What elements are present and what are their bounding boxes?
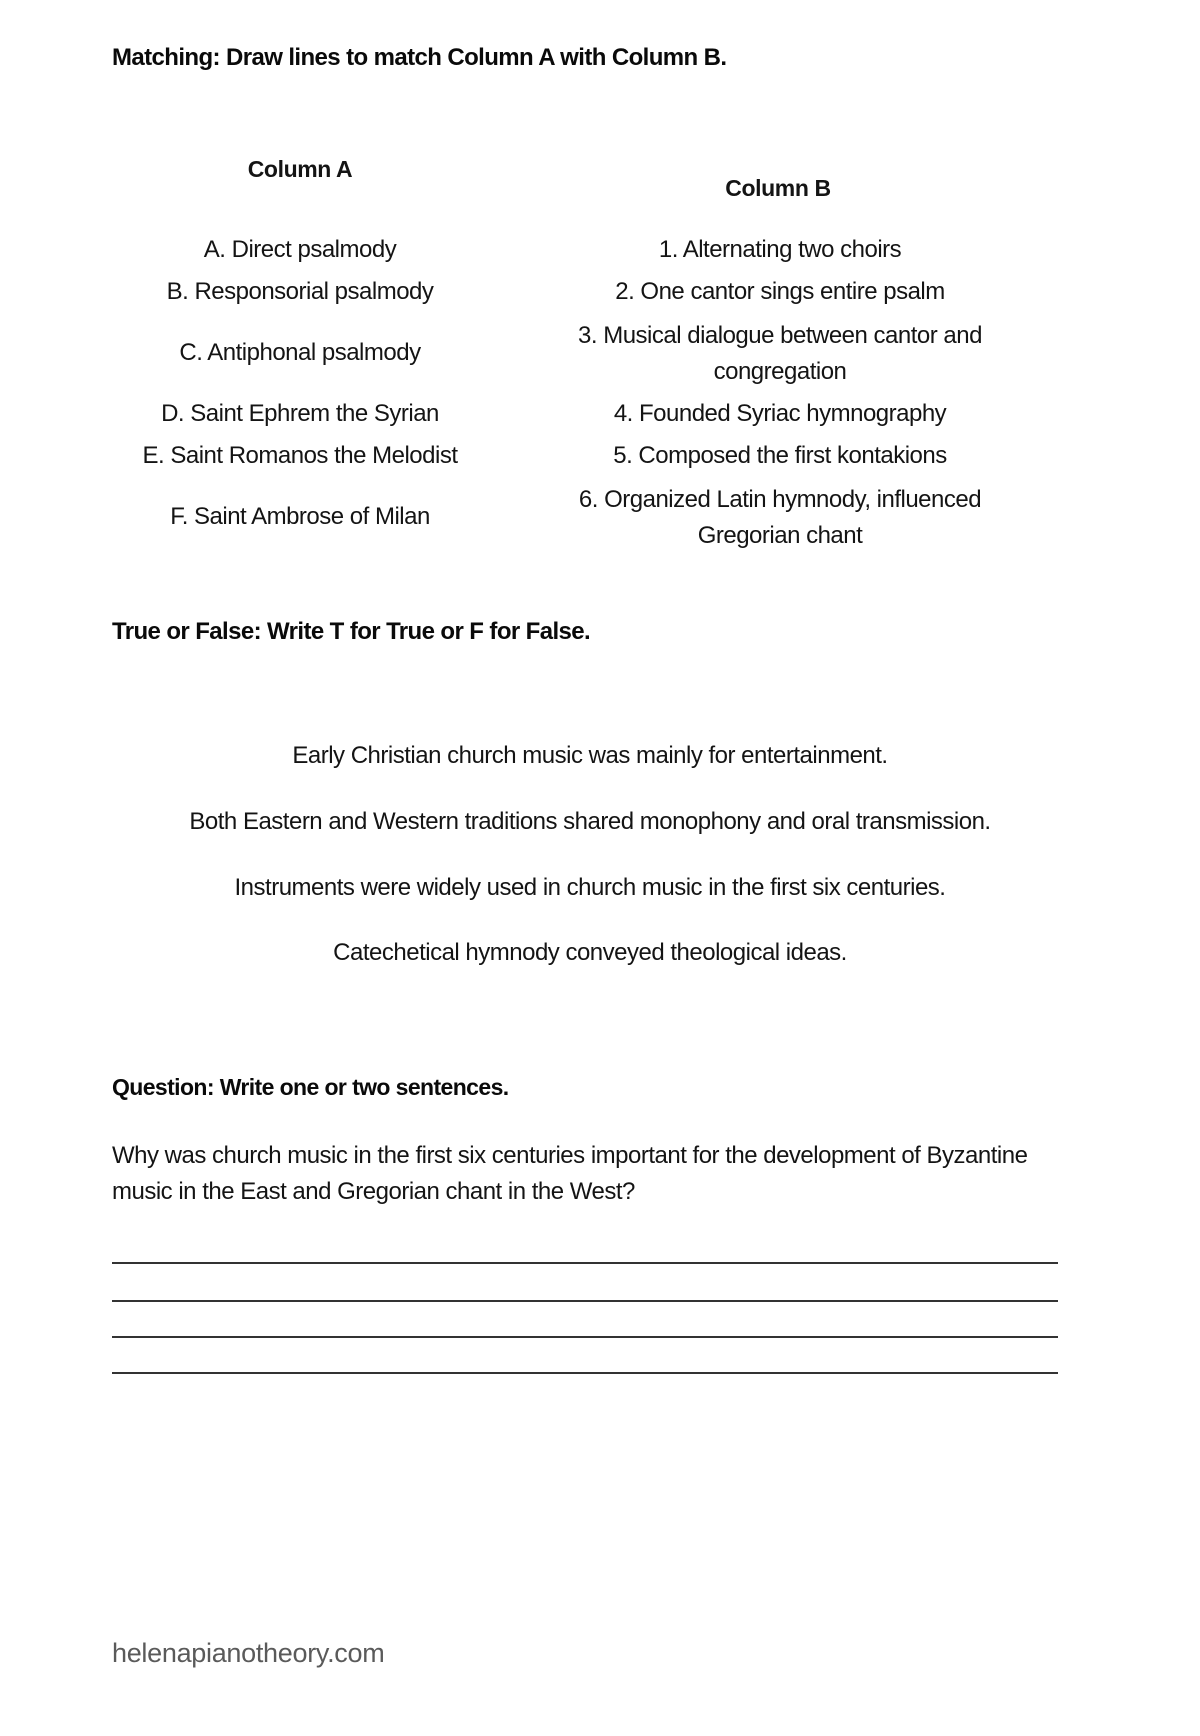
column-b-item[interactable]: 4. Founded Syriac hymnography xyxy=(613,400,947,427)
true-false-heading: True or False: Write T for True or F for False. xyxy=(112,618,591,645)
answer-line[interactable] xyxy=(112,1372,1058,1374)
true-false-statement: Instruments were widely used in church music in the first six centuries. xyxy=(234,874,946,901)
column-a-header: Column A xyxy=(247,156,353,182)
column-a-item[interactable]: D. Saint Ephrem the Syrian xyxy=(161,400,439,427)
footer-website: helenapianotheory.com xyxy=(112,1638,385,1668)
column-b-item[interactable]: 1. Alternating two choirs xyxy=(658,236,902,263)
true-false-statement: Catechetical hymnody conveyed theological ideas. xyxy=(333,939,847,966)
column-a-item[interactable]: E. Saint Romanos the Melodist xyxy=(142,442,458,469)
column-b-item[interactable]: 3. Musical dialogue between cantor and congregation xyxy=(578,322,982,385)
column-b-item[interactable]: 2. One cantor sings entire psalm xyxy=(615,278,945,305)
answer-line[interactable] xyxy=(112,1262,1058,1264)
column-b-item[interactable]: 5. Composed the first kontakions xyxy=(613,442,947,469)
column-a-item[interactable]: B. Responsorial psalmody xyxy=(166,278,434,305)
question-prompt: Why was church music in the first six centuries important for the development of Byzantine music in the East and Gregorian chant in the West? xyxy=(112,1142,1028,1205)
column-a-item[interactable]: F. Saint Ambrose of Milan xyxy=(170,503,430,530)
question-heading: Question: Write one or two sentences. xyxy=(112,1074,509,1100)
column-b-header: Column B xyxy=(725,175,831,201)
answer-line[interactable] xyxy=(112,1300,1058,1302)
true-false-statement: Both Eastern and Western traditions shared monophony and oral transmission. xyxy=(189,808,991,835)
column-b-item[interactable]: 6. Organized Latin hymnody, influenced Gregorian chant xyxy=(578,486,982,549)
answer-line[interactable] xyxy=(112,1336,1058,1338)
matching-heading: Matching: Draw lines to match Column A with Column B. xyxy=(112,44,727,71)
column-a-item[interactable]: A. Direct psalmody xyxy=(203,236,397,263)
column-a-item[interactable]: C. Antiphonal psalmody xyxy=(179,339,421,366)
true-false-statement: Early Christian church music was mainly for entertainment. xyxy=(292,742,888,769)
